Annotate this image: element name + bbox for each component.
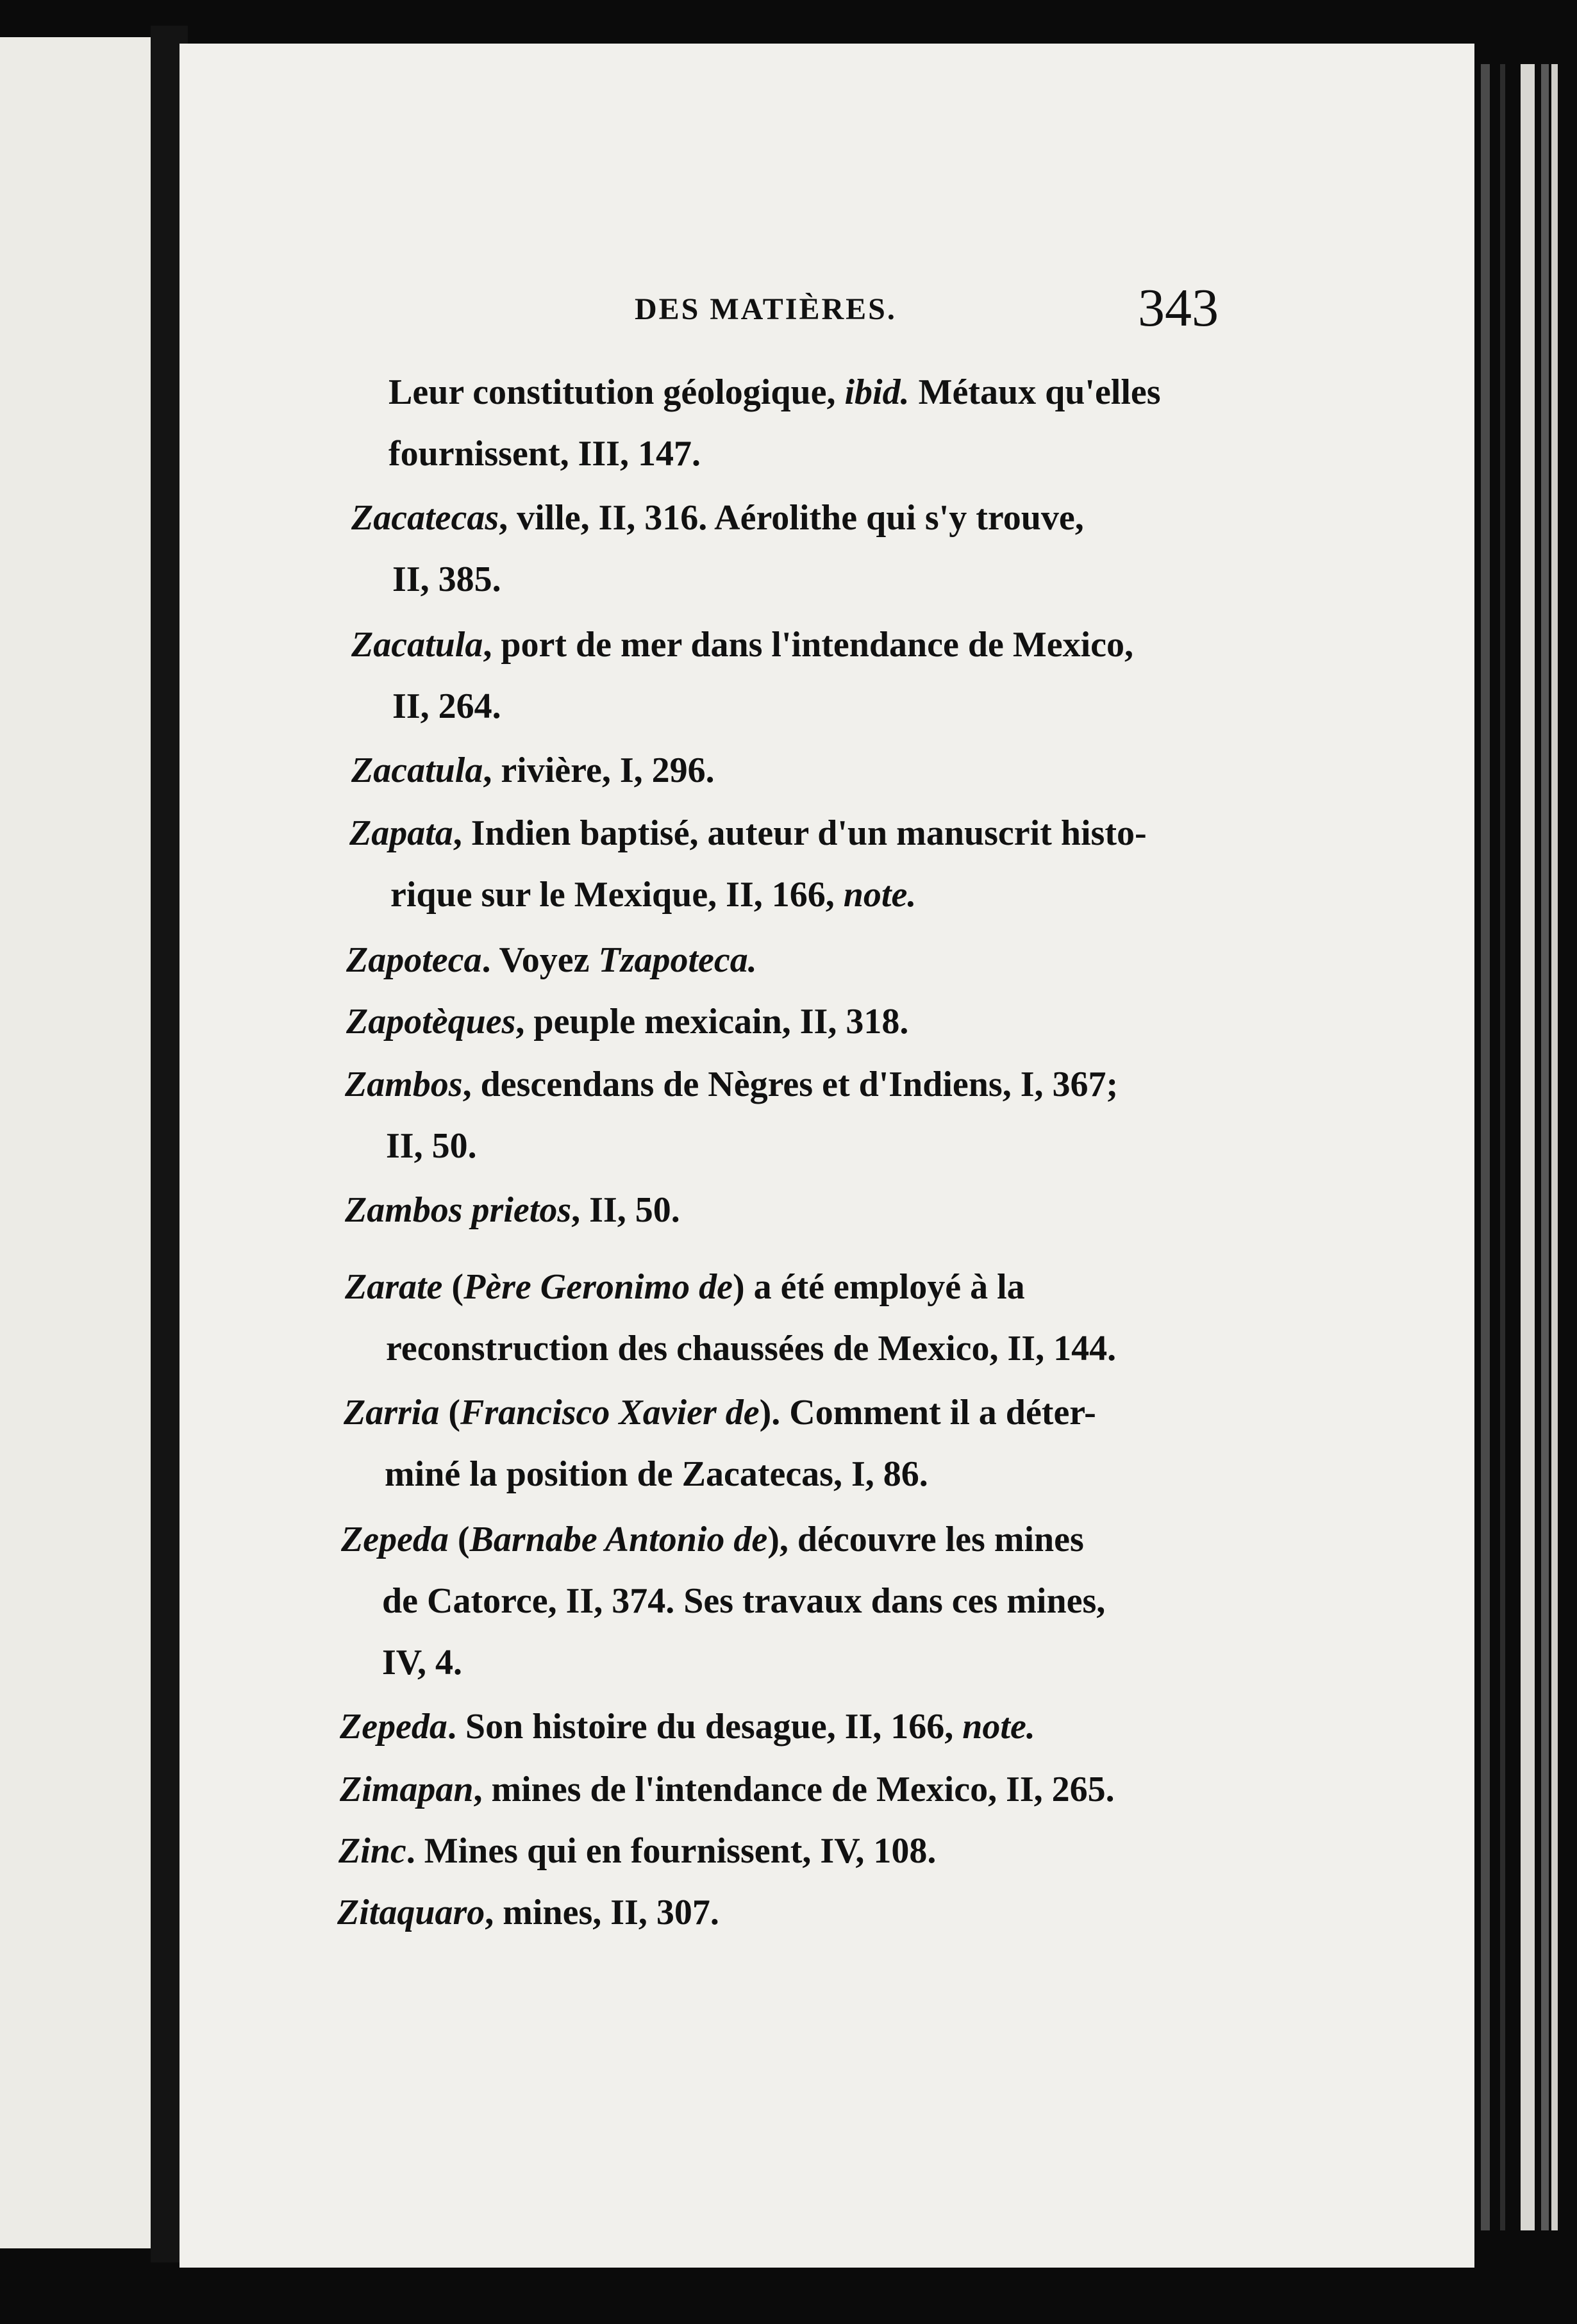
roman-text: Leur constitution géologique, [388, 372, 845, 412]
roman-text: II, 50. [386, 1126, 477, 1166]
roman-text: IV, 4. [382, 1643, 463, 1682]
entry-continuation-line [388, 423, 1161, 485]
roman-text: , peuple mexicain, II, 318. [515, 1002, 909, 1042]
index-entry [341, 1509, 1105, 1693]
roman-text: . Voyez [481, 940, 599, 980]
index-entry [340, 1759, 1115, 1820]
entry-continuation-line [351, 676, 1133, 737]
italic-text: note. [962, 1707, 1035, 1747]
roman-text: rique sur le Mexique, II, 166, [390, 875, 844, 915]
index-entry [337, 1882, 719, 1943]
italic-text: Zacatula [351, 625, 483, 665]
italic-text: ibid. [844, 372, 910, 412]
entry-first-line [345, 1054, 1118, 1115]
roman-text: reconstruction des chaussées de Mexico, II, 144. [386, 1329, 1117, 1368]
italic-text: Barnabe Antonio de [469, 1520, 768, 1559]
index-entry [346, 929, 757, 991]
entry-first-line [346, 929, 757, 991]
entry-continuation-line [351, 549, 1084, 610]
index-entry [388, 361, 1161, 485]
entry-first-line [340, 1759, 1115, 1820]
entry-first-line [351, 614, 1133, 676]
italic-text: Zepeda [341, 1520, 449, 1559]
roman-text: , port de mer dans l'intendance de Mexico, [483, 625, 1133, 665]
roman-text: ( [439, 1393, 461, 1432]
italic-text: Zapata [349, 813, 453, 853]
entry-first-line [346, 991, 908, 1052]
entry-first-line [340, 1696, 1035, 1757]
entry-first-line [388, 361, 1161, 423]
roman-text: ( [448, 1520, 470, 1559]
roman-text: ( [442, 1267, 464, 1307]
roman-text: , ville, II, 316. Aérolithe qui s'y trouve, [499, 498, 1084, 538]
roman-text: Métaux qu'elles [909, 372, 1161, 412]
entry-first-line [351, 740, 715, 801]
page-number: 343 [1138, 278, 1219, 338]
index-entry [338, 1820, 936, 1882]
entry-continuation-line [344, 1443, 1096, 1505]
italic-text: Zinc [338, 1831, 406, 1871]
index-entry [346, 991, 908, 1052]
roman-text: ) a été employé à la [733, 1267, 1025, 1307]
entry-first-line [345, 1179, 680, 1241]
roman-text: ), découvre les mines [767, 1520, 1084, 1559]
index-entry [351, 614, 1133, 737]
entry-first-line [349, 802, 1147, 864]
italic-text: Zapotèques [346, 1002, 516, 1042]
entry-first-line [351, 487, 1084, 549]
roman-text: , II, 50. [571, 1190, 680, 1230]
roman-text: . Mines qui en fournissent, IV, 108. [406, 1831, 937, 1871]
entry-first-line [337, 1882, 719, 1943]
index-entry [345, 1256, 1116, 1379]
running-head: DES MATIÈRES. [635, 292, 897, 326]
index-entry [345, 1054, 1118, 1177]
roman-text: , mines, II, 307. [485, 1893, 719, 1932]
roman-text: , rivière, I, 296. [483, 751, 715, 790]
entry-first-line [341, 1509, 1105, 1570]
italic-text: Père Geronimo de [463, 1267, 733, 1307]
italic-text: note. [843, 875, 917, 915]
entry-first-line [345, 1256, 1116, 1318]
italic-text: Zambos [345, 1065, 463, 1104]
italic-text: Zacatula [351, 751, 483, 790]
roman-text: , descendans de Nègres et d'Indiens, I, 367; [462, 1065, 1119, 1104]
entry-continuation-line [349, 864, 1147, 925]
index-entry [351, 487, 1084, 610]
italic-text: Zambos prietos [345, 1190, 572, 1230]
index-entry [344, 1382, 1096, 1505]
italic-text: Zarate [345, 1267, 443, 1307]
italic-text: Tzapoteca. [598, 940, 757, 980]
roman-text: II, 385. [392, 560, 501, 599]
index-entry [349, 802, 1147, 925]
roman-text: ). Comment il a déter- [759, 1393, 1096, 1432]
index-entry [345, 1179, 680, 1241]
index-entry [351, 740, 715, 801]
italic-text: Zarria [344, 1393, 440, 1432]
italic-text: Zimapan [340, 1770, 474, 1809]
entry-continuation-line [345, 1318, 1116, 1379]
italic-text: Francisco Xavier de [460, 1393, 760, 1432]
italic-text: Zepeda [340, 1707, 447, 1747]
roman-text: miné la position de Zacatecas, I, 86. [385, 1454, 928, 1494]
italic-text: Zitaquaro [337, 1893, 485, 1932]
italic-text: Zapoteca [346, 940, 482, 980]
entry-continuation-line [341, 1570, 1105, 1632]
entry-first-line [338, 1820, 936, 1882]
roman-text: de Catorce, II, 374. Ses travaux dans ces mines, [382, 1581, 1106, 1621]
entry-continuation-line [345, 1115, 1118, 1177]
roman-text: II, 264. [392, 686, 501, 726]
index-entry [340, 1696, 1035, 1757]
italic-text: Zacatecas [351, 498, 499, 538]
entry-first-line [344, 1382, 1096, 1443]
roman-text: , mines de l'intendance de Mexico, II, 265. [473, 1770, 1115, 1809]
roman-text: fournissent, III, 147. [388, 434, 701, 474]
entry-continuation-line [341, 1632, 1105, 1693]
roman-text: , Indien baptisé, auteur d'un manuscrit histo- [453, 813, 1147, 853]
roman-text: . Son histoire du desague, II, 166, [447, 1707, 963, 1747]
